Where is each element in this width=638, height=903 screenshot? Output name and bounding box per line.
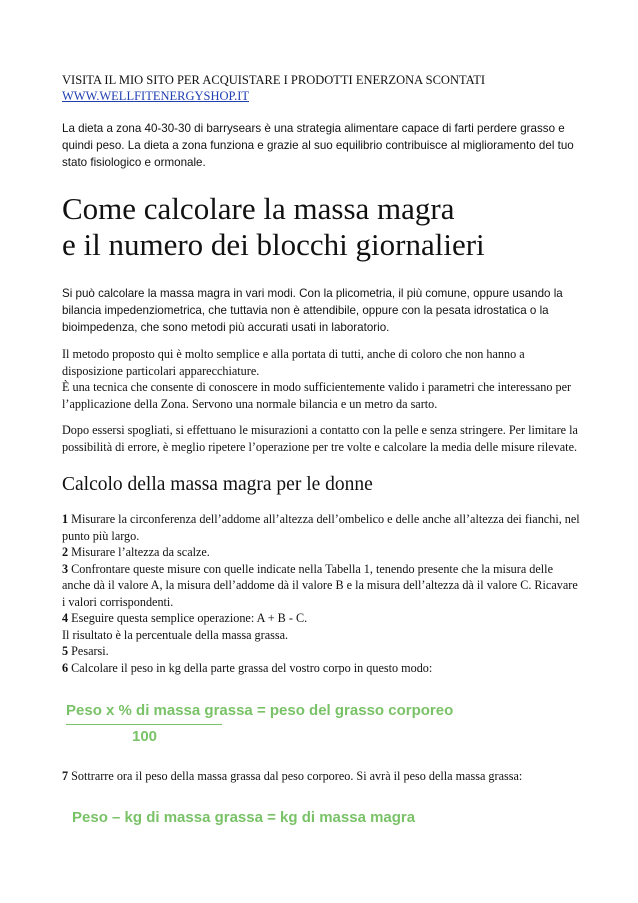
formula-numerator: Peso x % di massa grassa = peso del grasso corporeo (66, 702, 454, 719)
step-item (62, 544, 582, 561)
step-item (62, 643, 582, 660)
fraction-bar (66, 724, 222, 725)
lean-mass-formula (62, 797, 582, 837)
step-item (62, 768, 582, 785)
section-heading: Calcolo della massa magra per le donne (62, 474, 373, 495)
step-text: Calcolare il peso in kg della parte grassa del vostro corpo in questo modo: (68, 660, 433, 675)
proposed-paragraph-1: Il metodo proposto qui è molto semplice e alla portata di tutti, anche di coloro che non hanno a disposizione particolari apparecchiature. (62, 347, 525, 378)
intro-paragraph: La dieta a zona 40-30-30 di barrysears è una strategia alimentare capace di farti perdere grasso e quindi peso. La dieta a zona funziona e grazie al suo equilibrio contribuisce al miglioramento del tuo stato fisiologico e ormonale. (62, 122, 574, 169)
step-item (62, 561, 582, 611)
step-number: 4 (62, 611, 69, 625)
proposed-paragraph-2: È una tecnica che consente di conoscere in modo sufficientemente valido i parametri che interessano per l’applicazione della Zona. Servono una normale bilancia e un metro da sarto. (62, 380, 572, 411)
step-text: Misurare l’altezza da scalze. (68, 545, 210, 559)
promo-text: VISITA IL MIO SITO PER ACQUISTARE I PRODOTTI ENERZONA SCONTATI (62, 73, 486, 87)
step-number: 3 (62, 561, 69, 576)
steps-list (62, 511, 582, 676)
step-number: 2 (62, 545, 69, 559)
fat-weight-formula (62, 688, 582, 768)
title-line-2: e il numero dei blocchi giornalieri (62, 227, 485, 262)
formula-denominator: 100 (132, 728, 158, 745)
document-page (62, 72, 582, 837)
step-number: 5 (62, 644, 69, 658)
measure-paragraph: Dopo essersi spogliati, si effettuano le misurazioni a contatto con la pelle e senza stringere. Per limitare la possibilità di errore, è meglio ripetere l’operazione per tre volte e calcolare la media delle misure rilevate. (62, 423, 578, 454)
step-text: Eseguire questa semplice operazione: A + B - C. (68, 611, 308, 625)
step-number: 7 (62, 769, 69, 783)
step-text: Pesarsi. (68, 644, 109, 658)
shop-link[interactable]: WWW.WELLFITENERGYSHOP.IT (62, 89, 250, 103)
step-item (62, 511, 582, 544)
step-item (62, 610, 582, 627)
step-item (62, 660, 582, 677)
step-number: 1 (62, 512, 69, 526)
step-text: Misurare la circonferenza dell’addome all’altezza dell’ombelico e delle anche all’altezza dei fianchi, nel punto più largo. (62, 512, 580, 543)
formula-text: Peso – kg di massa grassa = kg di massa magra (72, 808, 416, 826)
step-text: Sottrarre ora il peso della massa grassa dal peso corporeo. Si avrà il peso della massa grassa: (68, 769, 523, 783)
step-text: Confrontare queste misure con quelle indicate nella Tabella 1, tenendo presente che la misura delle anche dà il valore A, la misura dell’addome dà il valore B e la misura dell’altezza dà il valore C. Ricavare i valori corrispondenti. (62, 561, 578, 609)
step-text: Il risultato è la percentuale della massa grassa. (62, 627, 289, 642)
page-title (62, 191, 582, 263)
methods-paragraph: Si può calcolare la massa magra in vari modi. Con la plicometria, il più comune, oppure usando la bilancia impedenziometrica, che tuttavia non è attendibile, oppure con la pesata idrostatica o la bioimpedenza, che sono metodi più accurati usati in laboratorio. (62, 287, 563, 334)
step-number: 6 (62, 660, 69, 675)
step-item (62, 627, 582, 644)
title-line-1: Come calcolare la massa magra (62, 191, 455, 226)
